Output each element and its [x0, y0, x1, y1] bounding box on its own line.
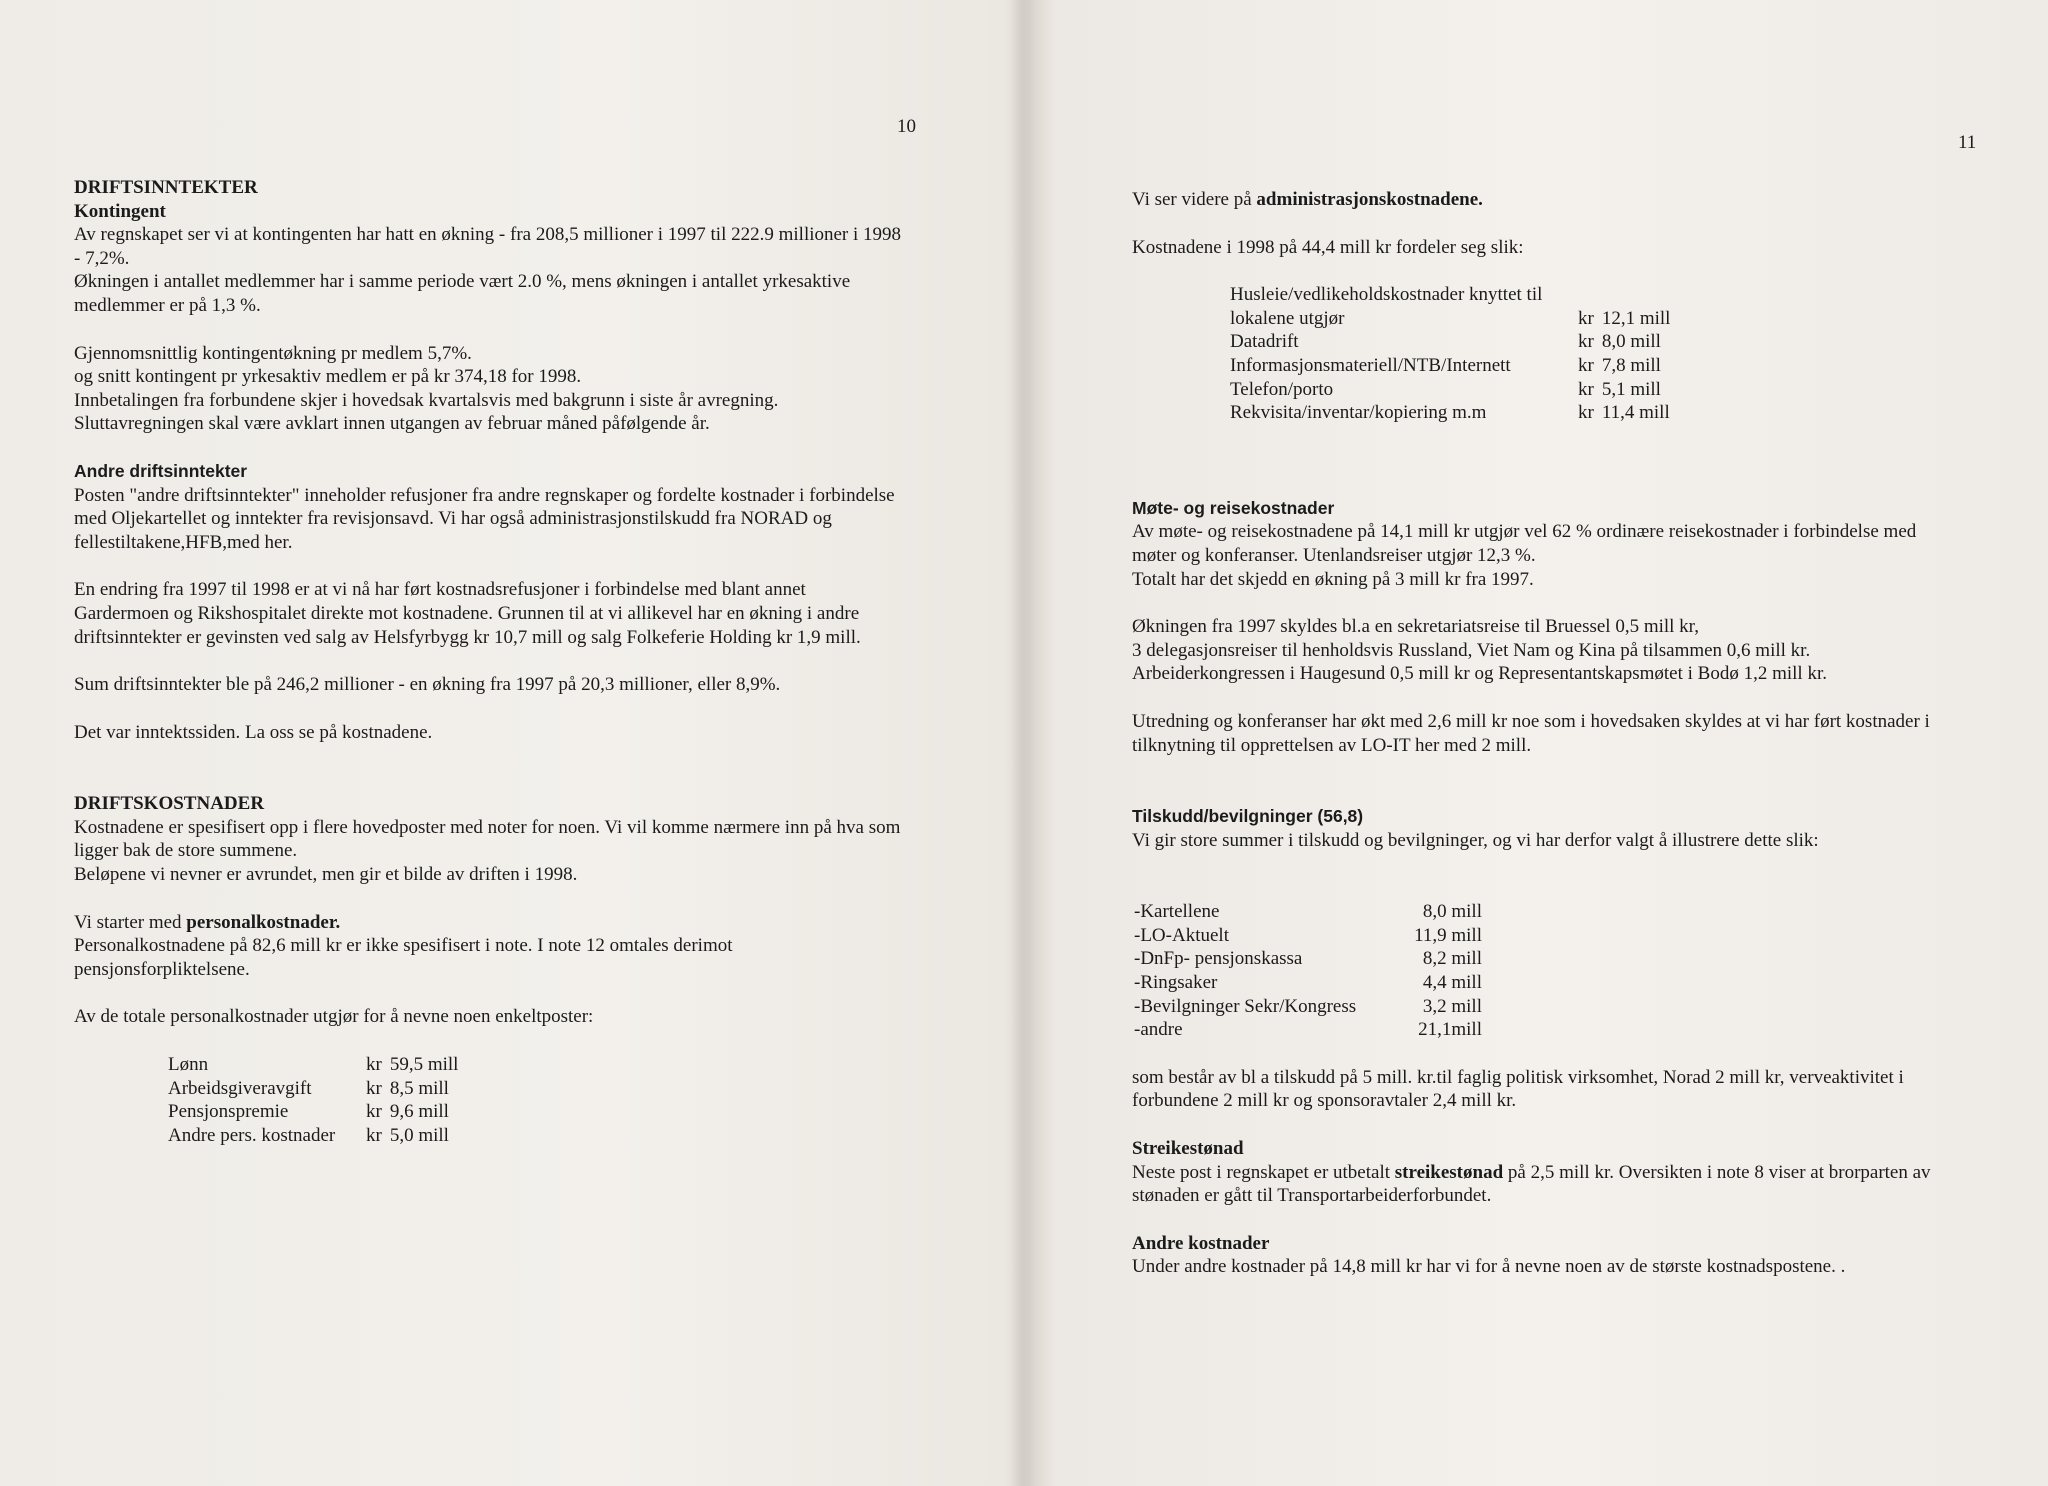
paragraph: Totalt har det skjedd en økning på 3 mill kr fra 1997. [1132, 568, 1534, 590]
subheading-andre-driftsinntekter: Andre driftsinntekter [74, 460, 248, 481]
table-row: -LO-Aktuelt 11,9 mill [1134, 924, 1482, 946]
paragraph: Beløpene vi nevner er avrundet, men gir et bilde av driften i 1998. [74, 864, 578, 886]
paragraph: Vi gir store summer i tilskudd og bevilgninger, og vi har derfor valgt å illustrere dette slik: [1132, 829, 1819, 851]
paragraph: Neste post i regnskapet er utbetalt streikestønad på 2,5 mill kr. Oversikten i note 8 viser at brorparten av stønaden er gått til Transportarbeiderforbundet. [1132, 1161, 1931, 1207]
subheading-mote-reisekostnader: Møte- og reisekostnader [1132, 497, 1335, 518]
admin-costs-table [1230, 283, 1670, 425]
paragraph: Kostnadene i 1998 på 44,4 mill kr fordeler seg slik: [1132, 236, 1524, 258]
table-row: Lønn kr 59,5 mill [168, 1054, 459, 1076]
paragraph-line: Innbetalingen fra forbundene skjer i hovedsak kvartalsvis med bakgrunn i siste år avregning. [74, 389, 779, 411]
paragraph: Under andre kostnader på 14,8 mill kr har vi for å nevne noen av de største kostnadspostene. . [1132, 1256, 1846, 1278]
table-row: -Ringsaker 4,4 mill [1134, 972, 1482, 994]
table-row: Pensjonspremie kr 9,6 mill [168, 1101, 449, 1123]
paragraph: Vi starter med personalkostnader. [74, 911, 341, 933]
paragraph-line: Sluttavregningen skal være avklart innen utgangen av februar måned påfølgende år. [74, 413, 710, 435]
right-column [1132, 188, 1962, 1279]
paragraph: Av de totale personalkostnader utgjør for å nevne noen enkeltposter: [74, 1006, 594, 1028]
table-row: Rekvisita/inventar/kopiering m.m kr 11,4 mill [1230, 402, 1670, 424]
left-column [74, 176, 904, 1147]
paragraph: Utredning og konferanser har økt med 2,6 mill kr noe som i hovedsaken skyldes at vi har ført kostnader i tilknytning til opprettelsen av LO-IT her med 2 mill. [1132, 710, 1930, 756]
subheading-streikestonad: Streikestønad [1132, 1138, 1244, 1160]
paragraph: Personalkostnadene på 82,6 mill kr er ikke spesifisert i note. I note 12 omtales derimot pensjonsforpliktelsene. [74, 935, 733, 980]
paragraph-line: Arbeiderkongressen i Haugesund 0,5 mill kr og Representantskapsmøtet i Bodø 1,2 mill kr. [1132, 663, 1827, 685]
right-page [1034, 0, 2048, 1486]
table-row: Telefon/porto kr 5,1 mill [1230, 378, 1661, 400]
section-heading-driftskostnader: DRIFTSKOSTNADER [74, 793, 265, 815]
table-row: -Bevilgninger Sekr/Kongress 3,2 mill [1134, 995, 1482, 1017]
table-row: Husleie/vedlikeholdskostnader knyttet til [1230, 284, 1543, 306]
paragraph: En endring fra 1997 til 1998 er at vi nå har ført kostnadsrefusjoner i forbindelse med blant annet Gardermoen og Rikshospitalet direkte mot kostnadene. Grunnen til at vi allikevel har en økning i andre driftsinntekter er gevinsten ved salg av Helsfyrbygg kr 10,7 mill og salg Folkeferie Holding kr 1,9 mill. [74, 579, 861, 648]
paragraph-line: Økningen fra 1997 skyldes bl.a en sekretariatsreise til Bruessel 0,5 mill kr, [1132, 616, 1699, 638]
page-number: 10 [897, 116, 916, 137]
subheading-tilskudd-bevilgninger: Tilskudd/bevilgninger (56,8) [1132, 806, 1364, 827]
paragraph-line: Gjennomsnittlig kontingentøkning pr medlem 5,7%. [74, 342, 472, 364]
left-page [0, 0, 1010, 1486]
table-row: -Kartellene 8,0 mill [1134, 901, 1482, 923]
section-heading-driftsinntekter: DRIFTSINNTEKTER [74, 177, 258, 198]
paragraph: Det var inntektssiden. La oss se på kostnadene. [74, 721, 433, 743]
paragraph: Vi ser videre på administrasjonskostnadene. [1132, 189, 1483, 210]
grants-table [1134, 900, 1482, 1042]
page-gutter [1010, 0, 1034, 1486]
personal-costs-table [168, 1053, 458, 1147]
paragraph-line: og snitt kontingent pr yrkesaktiv medlem er på kr 374,18 for 1998. [74, 366, 582, 388]
paragraph: Kostnadene er spesifisert opp i flere hovedposter med noter for noen. Vi vil komme nærmere inn på hva som ligger bak de store summene. [74, 816, 901, 862]
paragraph: Sum driftsinntekter ble på 246,2 millioner - en økning fra 1997 på 20,3 millioner, eller 8,9%. [74, 674, 781, 696]
paragraph: som består av bl a tilskudd på 5 mill. kr.til faglig politisk virksomhet, Norad 2 mill kr, verveaktivitet i forbundene 2 mill kr og sponsoravtaler 2,4 mill kr. [1132, 1066, 1904, 1112]
paragraph-line: 3 delegasjonsreiser til henholdsvis Russland, Viet Nam og Kina på tilsammen 0,6 mill kr. [1132, 639, 1811, 661]
table-row: -andre 21,1mill [1134, 1019, 1482, 1041]
subheading-andre-kostnader: Andre kostnader [1132, 1232, 1270, 1254]
paragraph: Økningen i antallet medlemmer har i samme periode vært 2.0 %, mens økningen i antallet yrkesaktive medlemmer er på 1,3 %. [74, 271, 851, 316]
paragraph: Posten "andre driftsinntekter" inneholder refusjoner fra andre regnskaper og fordelte kostnader i forbindelse med Oljekartellet og inntekter fra revisjonsavd. Vi har også administrasjonstilskudd fra NORAD og fellestiltakene,HFB,med her. [74, 484, 895, 553]
table-row: Arbeidsgiveravgift kr 8,5 mill [168, 1077, 449, 1099]
table-row: lokalene utgjør kr 12,1 mill [1230, 307, 1671, 329]
paragraph: Av regnskapet ser vi at kontingenten har hatt en økning - fra 208,5 millioner i 1997 til 222.9 millioner i 1998 - 7,2%. [74, 224, 902, 269]
page-number: 11 [1958, 132, 1977, 153]
table-row: Informasjonsmateriell/NTB/Internett kr 7,8 mill [1230, 354, 1661, 376]
paragraph: Av møte- og reisekostnadene på 14,1 mill kr utgjør vel 62 % ordinære reisekostnader i forbindelse med møter og konferanser. Utenlandsreiser utgjør 12,3 %. [1132, 521, 1917, 566]
table-row: -DnFp- pensjonskassa 8,2 mill [1134, 948, 1482, 970]
table-row: Datadrift kr 8,0 mill [1230, 331, 1661, 353]
subheading-kontingent: Kontingent [74, 200, 166, 222]
table-row: Andre pers. kostnader kr 5,0 mill [168, 1124, 449, 1146]
